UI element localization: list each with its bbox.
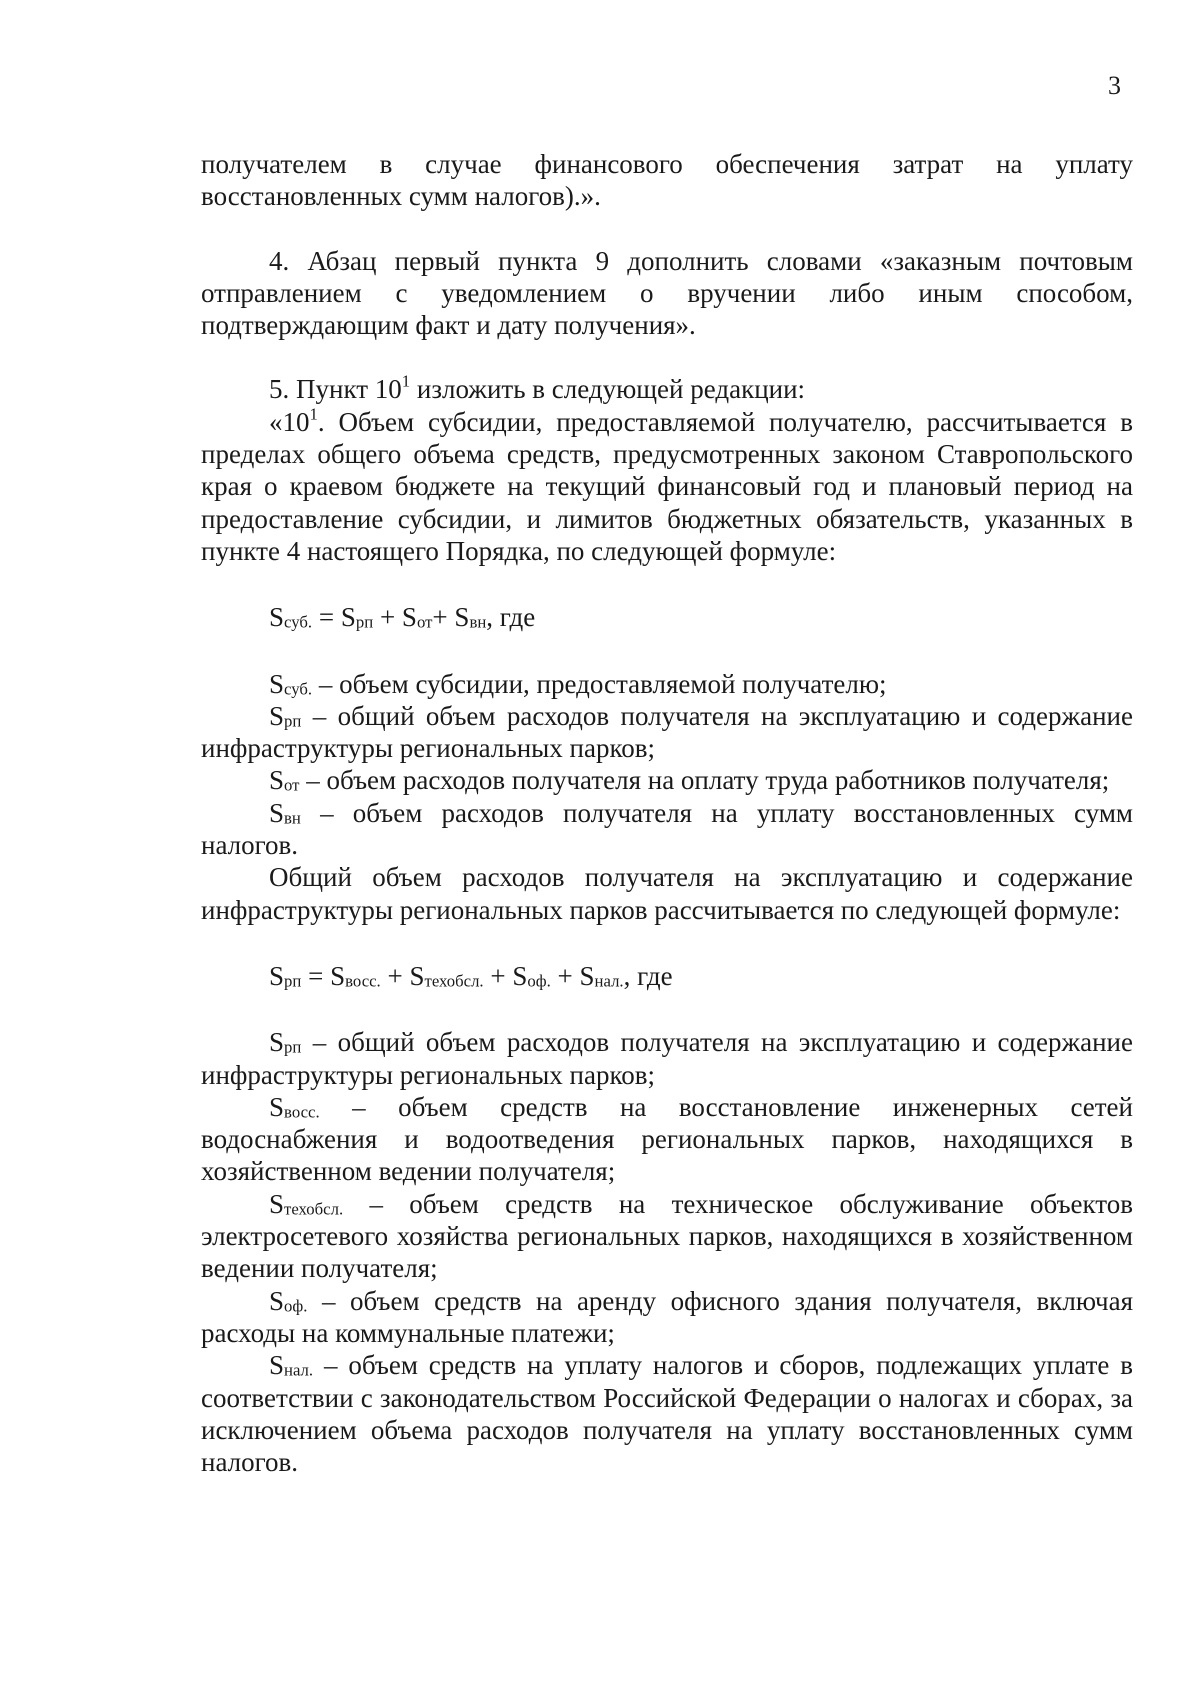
definition-s-vn: $S_{вн}$ – объем расходов получателя на уплату восстановленных сумм налогов. [201, 797, 1133, 861]
page-number: 3 [1108, 71, 1121, 100]
definition-s-rp: $S_{рп}$ – общий объем расходов получателя на эксплуатацию и содержание инфраструктуры региональных парков; [201, 700, 1133, 764]
paragraph-continuation: получателем в случае финансового обеспечения затрат на уплату восстановленных сумм налогов).». [201, 149, 1133, 212]
definition-s-of: $S_{оф.}$ – объем средств на аренду офисного здания получателя, включая расходы на коммунальные платежи; [201, 1285, 1133, 1348]
definition-s-nal: $S_{нал.}$ – объем средств на уплату налогов и сборов, подлежащих уплате в соответствии с законодательством Российской Федерации о налогах и сборах, за исключением объема расходов получателя на уплату восстановленных сумм налогов. [201, 1350, 1133, 1478]
paragraph-total-expenses: Общий объем расходов получателя на эксплуатацию и содержание инфраструктуры региональных парков рассчитывается по следующей формуле: [201, 862, 1133, 925]
paragraph-item-5: 5. Пункт $10^1$ изложить в следующей редакции: [269, 371, 806, 405]
definition-s-ot: $S_{от}$ – объем расходов получателя на оплату труда работников получателя; [269, 765, 1110, 796]
definition-s-sub: $S_{суб.}$ – объем субсидии, предоставляемой получателю; [269, 668, 887, 699]
formula-subsidy: $S_{суб.} = S_{рп} + S_{от}+ S_{вн}$, где [269, 602, 536, 633]
document-body [201, 148, 1133, 1478]
definition-s-tehobsl: $S_{техобсл.}$ – объем средств на техническое обслуживание объектов электросетевого хозяйства региональных парков, находящихся в хозяйственном ведении получателя; [201, 1188, 1133, 1284]
paragraph-point-10-1: «$10^1$. Объем субсидии, предоставляемой получателю, рассчитывается в пределах общего объема средств, предусмотренных законом Ставропольского края о краевом бюджете на текущий финансовый год и плановый период на предоставление субсидии, и лимитов бюджетных обязательств, указанных в пункте 4 настоящего Порядка, по следующей формуле: [201, 404, 1133, 566]
definition-s-rp-2: $S_{рп}$ – общий объем расходов получателя на эксплуатацию и содержание инфраструктуры региональных парков; [201, 1027, 1133, 1090]
definition-s-voss: $S_{восс.}$ – объем средств на восстановление инженерных сетей водоснабжения и водоотведения региональных парков, находящихся в хозяйственном ведении получателя; [201, 1091, 1133, 1187]
formula-parks: $S_{рп} = S_{восс.} + S_{техобсл.} + S_{оф.} + S_{нал.}$, где [269, 960, 673, 991]
paragraph-item-4: 4. Абзац первый пункта 9 дополнить словами «заказным почтовым отправлением с уведомлением о вручении либо иным способом, подтверждающим факт и дату получения». [201, 245, 1133, 341]
